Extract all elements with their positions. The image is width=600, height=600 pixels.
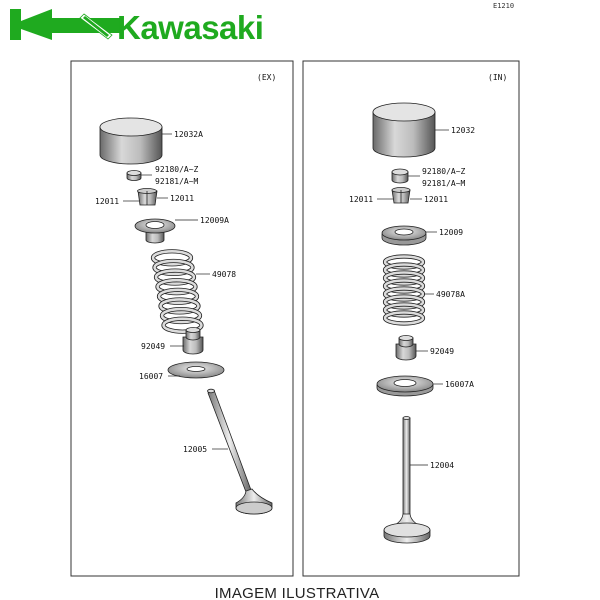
exhaust-label-valve: 12005 [183, 445, 208, 454]
exhaust-shim [127, 171, 141, 181]
intake-label-retainer: 12009 [439, 228, 464, 237]
exhaust-valve [208, 389, 273, 514]
exhaust-spring-retainer [135, 219, 175, 243]
exhaust-valve-spring [153, 251, 202, 331]
intake-label-tappet: 12032 [451, 126, 476, 135]
brand-name: Kawasaki [117, 9, 264, 46]
intake-label-shim-2: 92181/A~M [422, 179, 466, 188]
intake-label-shim-1: 92180/A~Z [422, 167, 466, 176]
intake-valve [384, 417, 430, 544]
intake-panel-header: (IN) [488, 73, 508, 82]
exhaust-cotters [138, 189, 158, 206]
exhaust-label-shim-2: 92181/A~M [155, 177, 199, 186]
intake-label-cotter-right: 12011 [424, 195, 449, 204]
diagram-code: E1210 [493, 2, 515, 10]
intake-cotters [392, 188, 410, 204]
exhaust-label-cotter-left: 12011 [95, 197, 120, 206]
illustrative-caption: IMAGEM ILUSTRATIVA [214, 585, 380, 600]
intake-label-cotter-left: 12011 [349, 195, 374, 204]
exhaust-label-shim-1: 92180/A~Z [155, 165, 199, 174]
exhaust-label-stem-seal: 92049 [141, 342, 166, 351]
intake-spring-seat [377, 376, 433, 396]
intake-shim [392, 169, 408, 183]
exhaust-label-tappet: 12032A [174, 130, 203, 139]
exhaust-spring-seat [168, 362, 224, 378]
exhaust-panel-header: (EX) [257, 73, 277, 82]
intake-label-stem-seal: 92049 [430, 347, 455, 356]
kawasaki-k-mark-icon [10, 9, 120, 40]
intake-valve-spring [385, 257, 423, 324]
intake-label-valve: 12004 [430, 461, 455, 470]
kawasaki-logo [10, 9, 263, 46]
intake-stem-seal [396, 336, 416, 361]
exhaust-label-spring-seat: 16007 [139, 372, 164, 381]
intake-label-spring-seat: 16007A [445, 380, 474, 389]
exhaust-label-cotter-right: 12011 [170, 194, 195, 203]
intake-label-spring: 49078A [436, 290, 465, 299]
intake-spring-retainer [382, 226, 426, 245]
exhaust-label-spring: 49078 [212, 270, 237, 279]
exhaust-tappet [100, 118, 162, 164]
exhaust-stem-seal [183, 328, 203, 355]
exhaust-label-retainer: 12009A [200, 216, 229, 225]
intake-tappet [373, 103, 435, 157]
